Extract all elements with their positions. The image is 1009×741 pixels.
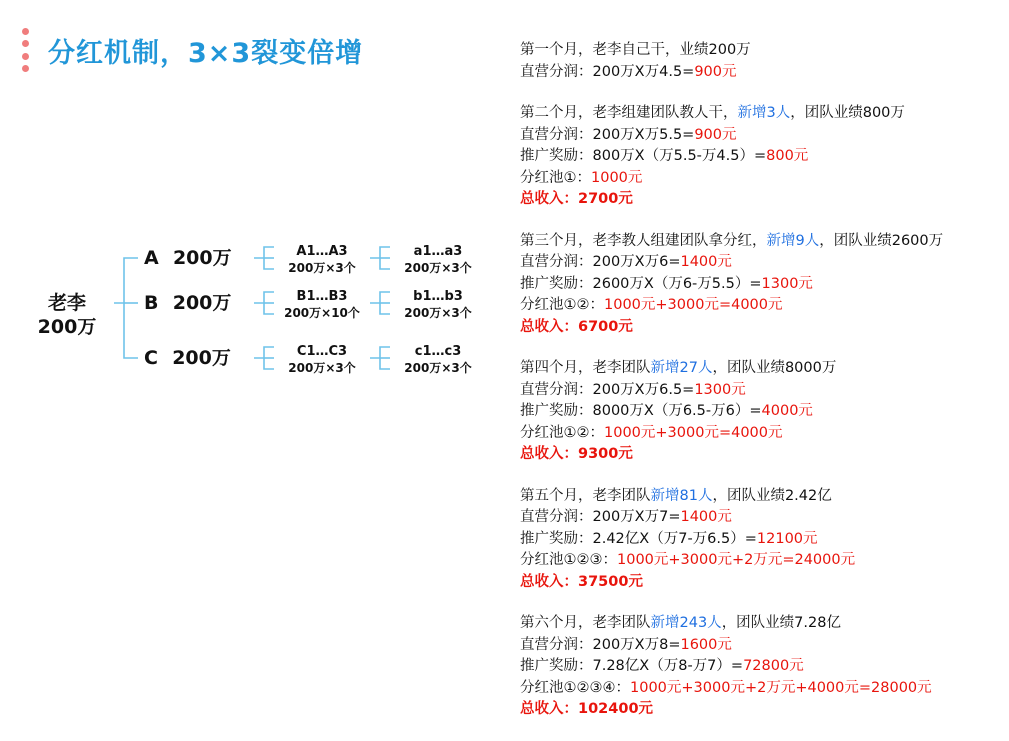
month-block-month-5: [520, 486, 1000, 594]
tree-node-b-value: 200万: [172, 292, 232, 314]
month-3-text-segment: 6700元: [578, 318, 633, 335]
month-5-text-segment: 直营分润：200万X万7=: [520, 509, 681, 525]
month-4-line: [520, 423, 1000, 445]
month-3-line: [520, 295, 1000, 317]
tree-node-b-label: B: [144, 292, 160, 314]
month-5-text-segment: 1400元: [680, 509, 732, 525]
month-6-line: [520, 613, 1000, 635]
page-title: [22, 28, 363, 72]
month-4-text-segment: 1300元: [694, 381, 746, 398]
page-title-text: 分红机制，3×3裂变倍增: [48, 37, 364, 69]
fission-tree-diagram: [18, 215, 488, 420]
month-6-text-segment: 分红池①②③④：: [520, 679, 630, 696]
month-1-text-segment: 900元: [694, 63, 737, 80]
month-4-line: [520, 380, 1000, 402]
month-3-text-segment: 1300元: [761, 275, 813, 292]
month-1-line: [520, 62, 1000, 84]
month-2-text-segment: 800元: [766, 148, 809, 164]
tree-node-root-line1: 老李: [47, 292, 86, 314]
month-3-text-segment: 推广奖励：2600万X（万6-万5.5）=: [520, 275, 762, 292]
tree-node-c-grandchildren-sub: 200万×3个: [404, 361, 472, 375]
month-5-line: [520, 550, 1000, 572]
month-5-text-segment: 第五个月，老李团队: [520, 487, 651, 504]
month-3-line: [520, 274, 1000, 296]
month-4-line: [520, 401, 1000, 423]
month-2-text-segment: 直营分润：200万X万5.5=: [520, 126, 695, 143]
tree-node-a-children-sub: 200万×3个: [288, 261, 356, 275]
month-6-text-segment: 72800元: [743, 658, 804, 674]
tree-node-c-value: 200万: [172, 347, 231, 369]
tree-node-a-label: A: [144, 247, 160, 269]
month-2-line: [520, 125, 1000, 147]
month-3-line: [520, 231, 1000, 253]
month-3-text-segment: 总收入：: [520, 318, 578, 335]
month-3-line: [520, 252, 1000, 274]
month-2-text-segment: 2700元: [578, 191, 633, 207]
month-4-text-segment: 直营分润：200万X万6.5=: [520, 381, 695, 398]
tree-node-b-children: [274, 288, 370, 322]
month-5-text-segment: 37500元: [578, 573, 643, 590]
tree-node-b-grandchildren-label: b1…b3: [413, 289, 463, 304]
month-block-month-1: [520, 40, 1000, 83]
month-block-month-3: [520, 231, 1000, 339]
tree-node-c-children-sub: 200万×3个: [288, 361, 356, 375]
tree-node-b-children-sub: 200万×10个: [284, 306, 360, 320]
month-2-line: [520, 168, 1000, 190]
month-2-line: [520, 189, 1000, 211]
month-4-text-segment: 新增27人: [650, 360, 713, 376]
month-4-line: [520, 444, 1000, 466]
month-4-text-segment: 1000元+3000元=4000元: [604, 424, 783, 441]
month-5-text-segment: 12100元: [756, 530, 818, 547]
tree-node-a-value: 200万: [172, 247, 232, 269]
tree-node-root: [24, 291, 110, 339]
tree-node-a: [144, 247, 232, 269]
month-2-line: [520, 103, 1000, 125]
tree-node-c-label: C: [144, 347, 159, 369]
month-4-text-segment: 第四个月，老李团队: [520, 360, 651, 376]
month-3-text-segment: 分红池①②：: [520, 297, 604, 313]
month-5-text-segment: 分红池①②③：: [520, 552, 617, 568]
month-1-text-segment: 第一个月，老李自己干，业绩200万: [520, 42, 751, 58]
monthly-breakdown-list: [520, 40, 1000, 741]
tree-node-b-grandchildren: [390, 288, 486, 322]
tree-node-c-grandchildren: [390, 343, 486, 377]
tree-node-b-children-label: B1…B3: [296, 289, 348, 304]
month-2-text-segment: ，团队业绩800万: [790, 105, 905, 121]
month-1-line: [520, 40, 1000, 62]
month-6-text-segment: 总收入：: [520, 701, 578, 717]
month-6-text-segment: 新增243人: [650, 615, 722, 631]
tree-node-a-grandchildren-label: a1…a3: [413, 244, 463, 259]
month-6-text-segment: 102400元: [578, 701, 654, 717]
month-3-text-segment: 1000元+3000元=4000元: [604, 297, 783, 313]
title-dots-decoration: [22, 28, 32, 72]
month-3-line: [520, 317, 1000, 339]
month-4-text-segment: 总收入：: [520, 446, 578, 462]
month-5-text-segment: ，团队业绩2.42亿: [712, 487, 832, 504]
month-6-text-segment: 第六个月，老李团队: [520, 615, 651, 631]
tree-node-b: [144, 292, 231, 314]
tree-node-a-children-label: A1…A3: [296, 244, 348, 259]
month-5-text-segment: 推广奖励：2.42亿X（万7-万6.5）=: [520, 530, 757, 547]
month-2-text-segment: 第二个月，老李组建团队教人干，: [520, 105, 738, 121]
month-4-text-segment: ，团队业绩8000万: [712, 360, 837, 376]
month-6-line: [520, 656, 1000, 678]
month-2-text-segment: 总收入：: [520, 191, 578, 207]
month-2-text-segment: 新增3人: [737, 105, 791, 121]
month-5-text-segment: 总收入：: [520, 573, 578, 590]
month-6-line: [520, 635, 1000, 657]
month-3-text-segment: 直营分润：200万X万6=: [520, 254, 681, 270]
tree-node-c-children: [274, 343, 370, 377]
month-block-month-6: [520, 613, 1000, 721]
month-6-text-segment: 推广奖励：7.28亿X（万8-万7）=: [520, 658, 744, 674]
month-4-text-segment: 分红池①②：: [520, 424, 604, 441]
tree-node-root-line2: 200万: [37, 316, 97, 338]
month-2-text-segment: 900元: [694, 126, 737, 143]
month-block-month-2: [520, 103, 1000, 211]
month-5-text-segment: 新增81人: [650, 487, 713, 504]
month-3-text-segment: 第三个月，老李教人组建团队拿分红，: [520, 232, 767, 249]
month-2-text-segment: 分红池①：: [520, 169, 591, 186]
month-6-text-segment: 1000元+3000元+2万元+4000元=28000元: [630, 679, 932, 696]
month-3-text-segment: 1400元: [680, 254, 732, 270]
month-4-line: [520, 358, 1000, 380]
month-2-text-segment: 推广奖励：800万X（万5.5-万4.5）=: [520, 148, 767, 164]
month-6-text-segment: 1600元: [680, 636, 732, 653]
month-5-text-segment: 1000元+3000元+2万元=24000元: [617, 552, 856, 568]
month-6-text-segment: 直营分润：200万X万8=: [520, 636, 681, 653]
month-4-text-segment: 4000元: [761, 403, 813, 419]
tree-node-a-grandchildren: [390, 243, 486, 277]
tree-node-c: [144, 347, 231, 369]
tree-node-c-grandchildren-label: c1…c3: [414, 344, 462, 359]
month-4-text-segment: 9300元: [578, 446, 633, 462]
month-5-line: [520, 572, 1000, 594]
month-6-text-segment: ，团队业绩7.28亿: [721, 615, 841, 631]
tree-node-c-children-label: C1…C3: [296, 344, 348, 359]
month-3-text-segment: ，团队业绩2600万: [819, 232, 944, 249]
month-5-line: [520, 486, 1000, 508]
month-2-line: [520, 146, 1000, 168]
month-block-month-4: [520, 358, 1000, 466]
month-2-text-segment: 1000元: [591, 169, 643, 186]
month-5-line: [520, 507, 1000, 529]
month-5-line: [520, 529, 1000, 551]
month-1-text-segment: 直营分润：200万X万4.5=: [520, 63, 695, 80]
tree-node-b-grandchildren-sub: 200万×3个: [404, 306, 472, 320]
tree-node-a-children: [274, 243, 370, 277]
month-3-text-segment: 新增9人: [766, 232, 820, 249]
month-6-line: [520, 699, 1000, 721]
month-4-text-segment: 推广奖励：8000万X（万6.5-万6）=: [520, 403, 762, 419]
tree-node-a-grandchildren-sub: 200万×3个: [404, 261, 472, 275]
month-6-line: [520, 678, 1000, 700]
